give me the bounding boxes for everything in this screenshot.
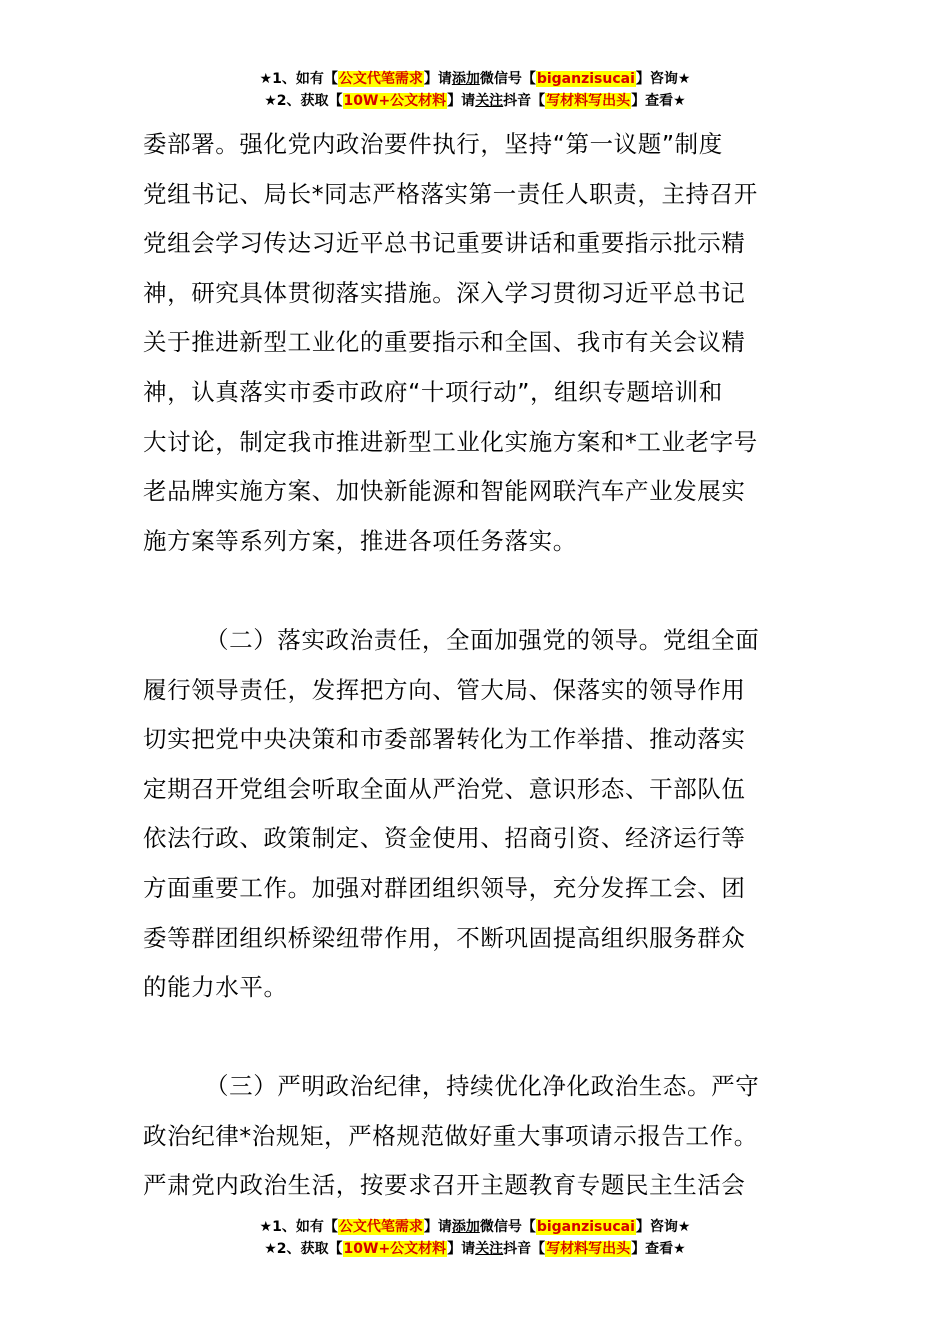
text-line: 方面重要工作。加强对群团组织领导，充分发挥工会、团 (143, 873, 746, 902)
banner-highlight: 写材料写出头 (546, 93, 631, 109)
text-line: 的能力水平。 (143, 973, 288, 1002)
banner-line-1 (0, 1216, 950, 1238)
text-line: 切实把党中央决策和市委部署转化为工作举措、推动落实 (143, 725, 746, 754)
banner-text: 】请 (447, 1241, 476, 1257)
banner-text: 】请 (423, 1219, 452, 1235)
banner-text: 】咨询★ (635, 71, 691, 87)
banner-underlined: 关注 (475, 1241, 504, 1257)
banner-text: ★1、如有【 (259, 1219, 338, 1235)
banner-text: 】查看★ (631, 1241, 686, 1257)
banner-highlight: biganzisucai (536, 1219, 635, 1235)
banner-text: 】查看★ (631, 93, 686, 109)
banner-line-1 (0, 68, 950, 90)
banner-highlight: 写材料写出头 (546, 1241, 631, 1257)
banner-text: 微信号【 (479, 71, 536, 87)
banner-text: 】请 (447, 93, 476, 109)
text-line: 神，研究具体贯彻落实措施。深入学习贯彻习近平总书记 (143, 278, 746, 307)
text-line: 定期召开党组会听取全面从严治党、意识形态、干部队伍 (143, 774, 746, 803)
banner-text: ★2、获取【 (264, 1241, 343, 1257)
banner-highlight: 10W+公文材料 (343, 93, 447, 109)
banner-underlined: 关注 (475, 93, 504, 109)
paragraph-gap (143, 1013, 809, 1063)
text-line: 关于推进新型工业化的重要指示和全国、我市有关会议精 (143, 328, 746, 357)
text-line: 党组会学习传达习近平总书记重要讲话和重要指示批示精 (143, 229, 746, 258)
section-heading-line: （二）落实政治责任，全面加强党的领导。党组全面 (205, 625, 760, 654)
banner-line-2 (0, 90, 950, 112)
banner-highlight: 公文代笔需求 (338, 1219, 423, 1235)
banner-text: 抖音【 (503, 1241, 546, 1257)
text-line: 依法行政、政策制定、资金使用、招商引资、经济运行等 (143, 824, 746, 853)
text-line: 施方案等系列方案，推进各项任务落实。 (143, 526, 577, 555)
banner-text: 】请 (423, 71, 452, 87)
text-line: 老品牌实施方案、加快新能源和智能网联汽车产业发展实 (143, 477, 746, 506)
banner-text: 微信号【 (479, 1219, 536, 1235)
text-line: 委等群团组织桥梁纽带作用，不断巩固提高组织服务群众 (143, 923, 746, 952)
text-line: 严肃党内政治生活，按要求召开主题教育专题民主生活会 (143, 1171, 746, 1200)
banner-text: 抖音【 (503, 93, 546, 109)
banner-underlined: 添加 (451, 71, 480, 87)
banner-text: ★2、获取【 (264, 93, 343, 109)
section-heading-line: （三）严明政治纪律，持续优化净化政治生态。严守 (205, 1072, 760, 1101)
text-line: 履行领导责任，发挥把方向、管大局、保落实的领导作用 (143, 675, 746, 704)
banner-underlined: 添加 (451, 1219, 480, 1235)
text-line: 政治纪律*治规矩，严格规范做好重大事项请示报告工作。 (143, 1121, 758, 1150)
header-banner (0, 68, 950, 112)
paragraph-gap (143, 566, 809, 616)
banner-highlight: 公文代笔需求 (338, 71, 423, 87)
text-line: 委部署。强化党内政治要件执行，坚持“第一议题”制度 (143, 130, 723, 158)
banner-line-2 (0, 1238, 950, 1260)
banner-highlight: biganzisucai (536, 71, 635, 87)
text-line: 神，认真落实市委市政府“十项行动”，组织专题培训和 (143, 377, 723, 406)
text-line: 党组书记、局长*同志严格落实第一责任人职责，主持召开 (143, 179, 758, 208)
footer-banner (0, 1216, 950, 1260)
banner-text: 】咨询★ (635, 1219, 691, 1235)
banner-highlight: 10W+公文材料 (343, 1241, 447, 1257)
banner-text: ★1、如有【 (259, 71, 338, 87)
document-body (143, 120, 809, 1211)
text-line: 大讨论，制定我市推进新型工业化实施方案和*工业老字号 (143, 427, 758, 456)
